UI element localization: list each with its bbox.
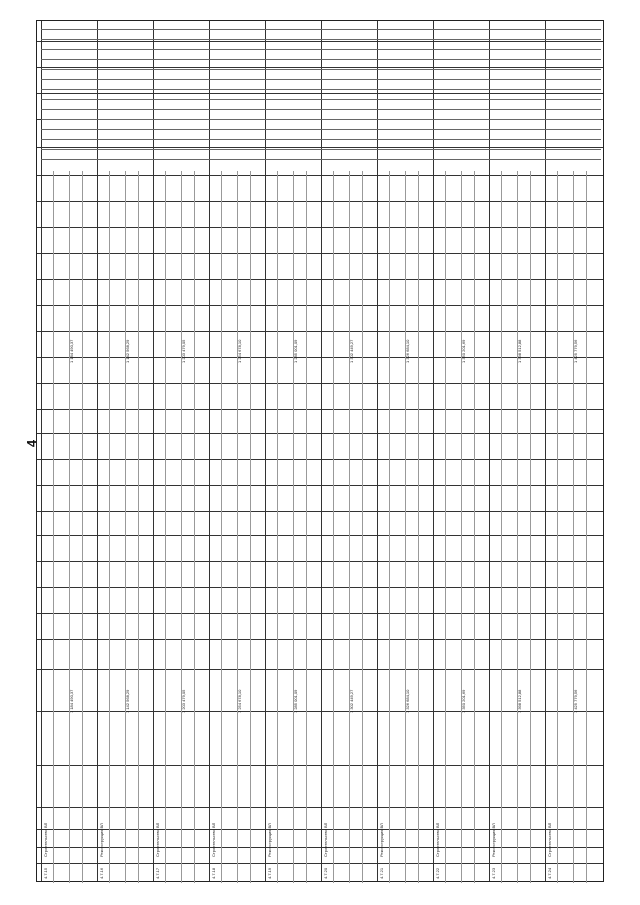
- data-table: [36, 20, 604, 882]
- section-price-repeat: 1 142 568,29: [125, 339, 131, 363]
- subcolumn-line: [125, 171, 126, 883]
- subcolumn-line: [277, 171, 278, 883]
- subcolumn-line: [181, 171, 182, 883]
- column-divider: [37, 409, 603, 410]
- column-divider: [37, 485, 603, 486]
- section-code: 4.7.23: [491, 867, 496, 879]
- subcolumn-line: [53, 171, 54, 883]
- column-divider: [37, 511, 603, 512]
- section-price: 1 203 479,05: [181, 689, 187, 713]
- section-price-repeat: 1 254 678,10: [237, 339, 243, 363]
- subcolumn-line: [461, 171, 462, 883]
- subcolumn-line: [69, 171, 70, 883]
- subcolumn-line: [418, 171, 419, 883]
- header-rule: [41, 59, 601, 60]
- section-item: Строительство ВЛ: [323, 822, 328, 857]
- section-divider: [545, 21, 546, 881]
- column-divider: [37, 535, 603, 536]
- subcolumn-line: [293, 171, 294, 883]
- section-code: 4.7.21: [379, 867, 384, 879]
- header-rule: [41, 139, 601, 140]
- section-code: 4.7.15: [43, 867, 48, 879]
- section-divider: [41, 21, 42, 881]
- column-divider: [37, 669, 603, 670]
- column-divider: [37, 175, 603, 176]
- column-divider: [37, 227, 603, 228]
- subcolumn-line: [165, 171, 166, 883]
- section-price: 1 142 568,29: [125, 689, 131, 713]
- section-price-repeat: 1 398 512,88: [517, 339, 523, 363]
- column-divider: [37, 93, 603, 94]
- column-divider: [37, 67, 603, 68]
- section-code: 4.7.20: [323, 867, 328, 879]
- section-divider: [377, 21, 378, 881]
- column-divider: [37, 613, 603, 614]
- header-rule: [41, 129, 601, 130]
- subcolumn-line: [349, 171, 350, 883]
- header-rule: [41, 99, 601, 100]
- subcolumn-line: [445, 171, 446, 883]
- subcolumn-line: [109, 171, 110, 883]
- section-divider: [321, 21, 322, 881]
- subcolumn-line: [194, 171, 195, 883]
- section-price-repeat: 1 326 684,10: [405, 339, 411, 363]
- section-price: 1 425 779,56: [573, 689, 579, 713]
- section-code: 4.7.18: [211, 867, 216, 879]
- subcolumn-line: [530, 171, 531, 883]
- section-item: Строительство ВЛ: [211, 822, 216, 857]
- subcolumn-line: [517, 171, 518, 883]
- header-rule: [41, 79, 601, 80]
- section-price-repeat: 1 285 001,09: [293, 339, 299, 363]
- section-price: 1 398 512,88: [517, 689, 523, 713]
- column-divider: [37, 383, 603, 384]
- subcolumn-line: [557, 171, 558, 883]
- column-divider: [37, 147, 603, 148]
- page-number: 4: [24, 439, 40, 448]
- section-price: 1 285 001,09: [293, 689, 299, 713]
- section-code: 4.7.17: [155, 867, 160, 879]
- section-price-repeat: 1 184 490,37: [69, 339, 75, 363]
- subcolumn-line: [306, 171, 307, 883]
- column-divider: [37, 459, 603, 460]
- section-divider: [265, 21, 266, 881]
- section-price: 1 326 684,10: [405, 689, 411, 713]
- column-divider: [37, 433, 603, 434]
- header-rule: [41, 149, 601, 150]
- column-divider: [37, 41, 603, 42]
- column-divider: [37, 829, 603, 830]
- section-divider: [209, 21, 210, 881]
- section-divider: [153, 21, 154, 881]
- subcolumn-line: [405, 171, 406, 883]
- section-divider: [433, 21, 434, 881]
- header-rule: [41, 49, 601, 50]
- subcolumn-line: [138, 171, 139, 883]
- column-divider: [37, 639, 603, 640]
- subcolumn-line: [586, 171, 587, 883]
- section-code: 4.7.19: [267, 867, 272, 879]
- section-item: Реконструкция ВЛ: [99, 823, 104, 857]
- section-price: 1 184 490,37: [69, 689, 75, 713]
- header-rule: [41, 159, 601, 160]
- section-divider: [489, 21, 490, 881]
- section-item: Строительство ВЛ: [155, 822, 160, 857]
- section-item: Строительство ВЛ: [435, 822, 440, 857]
- section-price-repeat: 1 203 479,05: [181, 339, 187, 363]
- column-divider: [37, 331, 603, 332]
- section-price: 1 302 449,27: [349, 689, 355, 713]
- header-rule: [41, 69, 601, 70]
- subcolumn-line: [250, 171, 251, 883]
- section-item: Строительство ВЛ: [43, 822, 48, 857]
- column-divider: [37, 587, 603, 588]
- section-price-repeat: 1 302 449,27: [349, 339, 355, 363]
- section-item: Реконструкция ВЛ: [379, 823, 384, 857]
- section-price: 1 350 201,69: [461, 689, 467, 713]
- column-divider: [37, 253, 603, 254]
- header-rule: [41, 39, 601, 40]
- section-code: 4.7.16: [99, 867, 104, 879]
- subcolumn-line: [221, 171, 222, 883]
- column-divider: [37, 305, 603, 306]
- section-price-repeat: 1 425 779,56: [573, 339, 579, 363]
- section-item: Строительство ВЛ: [547, 822, 552, 857]
- section-price: 1 254 678,10: [237, 689, 243, 713]
- section-item: Реконструкция ВЛ: [491, 823, 496, 857]
- subcolumn-line: [474, 171, 475, 883]
- column-divider: [37, 279, 603, 280]
- section-code: 4.7.22: [435, 867, 440, 879]
- subcolumn-line: [501, 171, 502, 883]
- column-divider: [37, 765, 603, 766]
- column-divider: [37, 201, 603, 202]
- subcolumn-line: [237, 171, 238, 883]
- column-divider: [37, 863, 603, 864]
- subcolumn-line: [389, 171, 390, 883]
- subcolumn-line: [573, 171, 574, 883]
- section-price-repeat: 1 350 201,69: [461, 339, 467, 363]
- header-rule: [41, 29, 601, 30]
- subcolumn-line: [333, 171, 334, 883]
- section-code: 4.7.24: [547, 867, 552, 879]
- subcolumn-line: [82, 171, 83, 883]
- section-item: Реконструкция ВЛ: [267, 823, 272, 857]
- section-divider: [97, 21, 98, 881]
- header-rule: [41, 109, 601, 110]
- subcolumn-line: [362, 171, 363, 883]
- column-divider: [37, 847, 603, 848]
- header-rule: [41, 89, 601, 90]
- header-rule: [41, 119, 601, 120]
- column-divider: [37, 807, 603, 808]
- column-divider: [37, 561, 603, 562]
